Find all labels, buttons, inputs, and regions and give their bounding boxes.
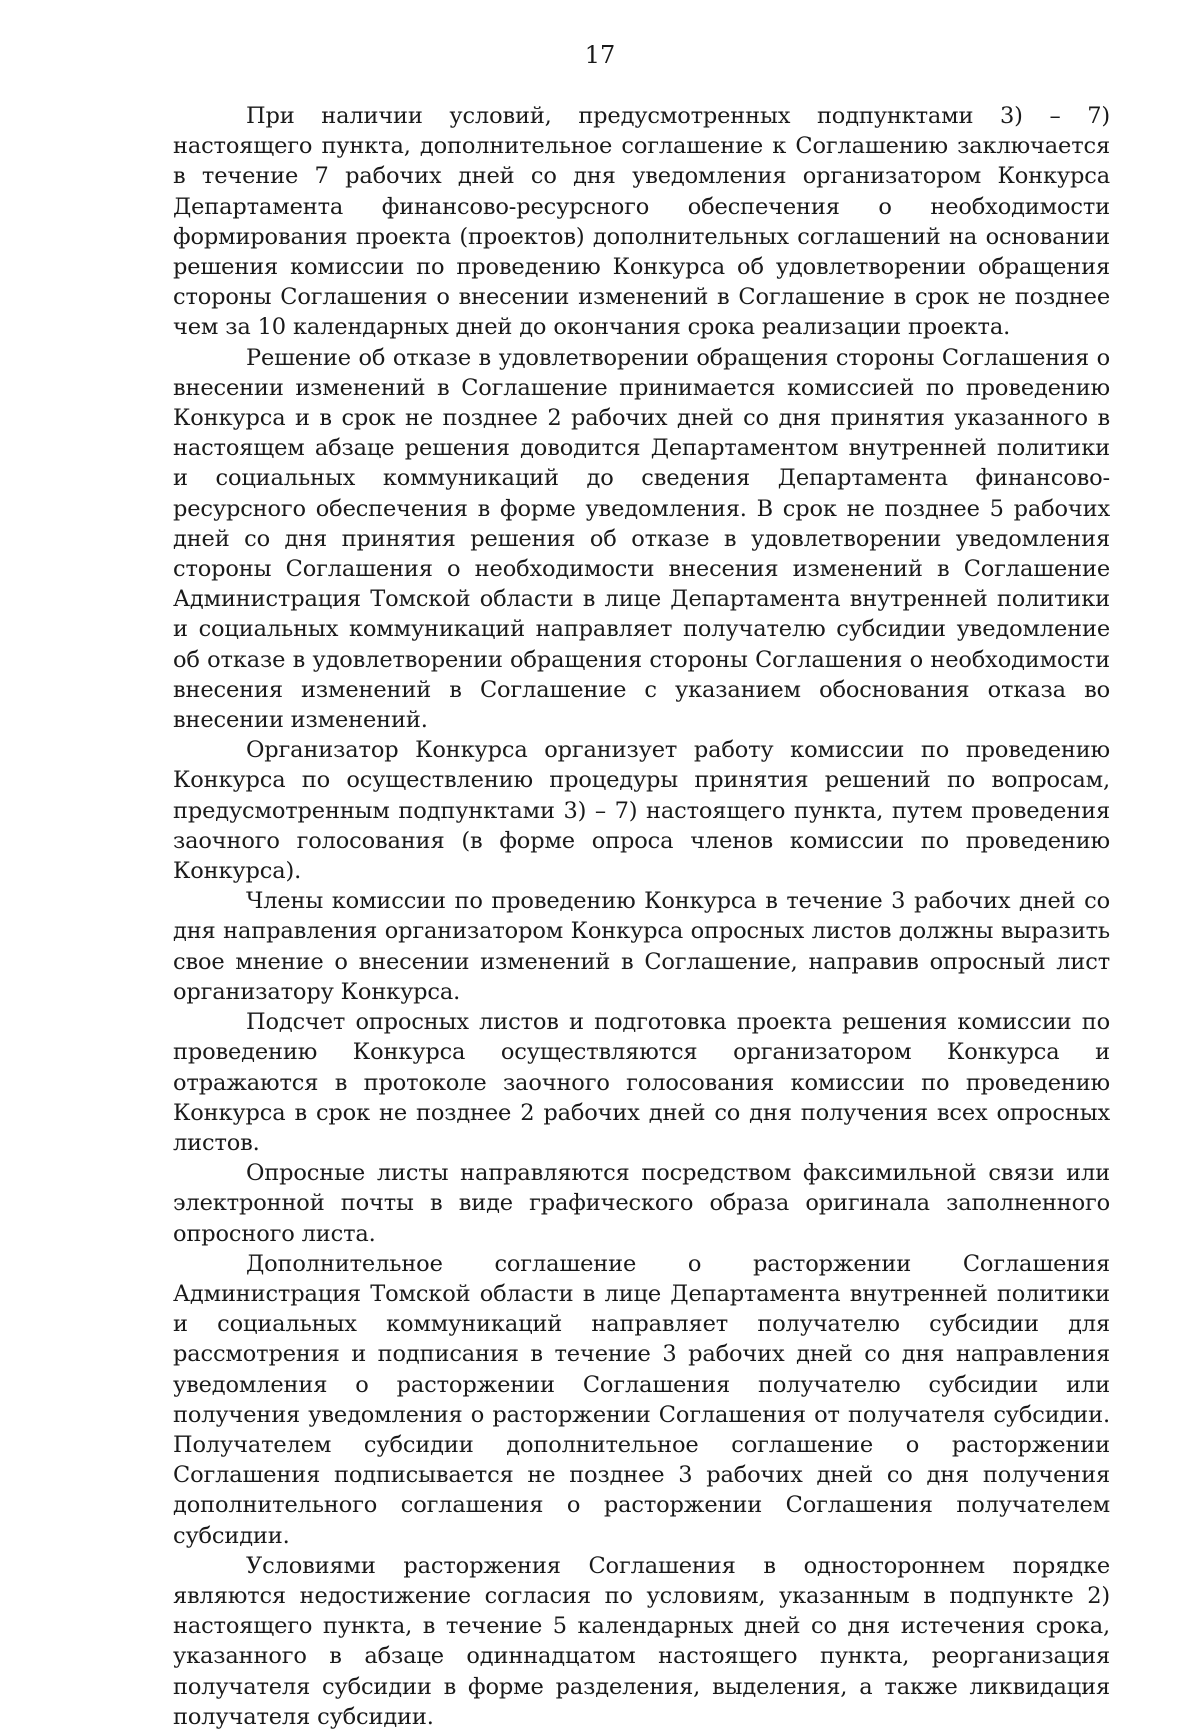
document-body: [173, 101, 1110, 1732]
paragraph: При наличии условий, предусмотренных подпунктами 3) – 7) настоящего пункта, дополнительное соглашение к Соглашению заключается в течение 7 рабочих дней со дня уведомления организатором Конкурса Департамента финансово-ресурсного обеспечения о необходимости формирования проекта (проектов) дополнительных соглашений на основании решения комиссии по проведению Конкурса об удовлетворении обращения стороны Соглашения о внесении изменений в Соглашение в срок не позднее чем за 10 календарных дней до окончания срока реализации проекта.: [173, 103, 1110, 341]
paragraph: Организатор Конкурса организует работу комиссии по проведению Конкурса по осуществлению процедуры принятия решений по вопросам, предусмотренным подпунктами 3) – 7) настоящего пункта, путем проведения заочного голосования (в форме опроса членов комиссии по проведению Конкурса).: [173, 737, 1110, 885]
paragraph: Опросные листы направляются посредством факсимильной связи или электронной почты в виде графического образа оригинала заполненного опросного листа.: [173, 1160, 1110, 1247]
paragraph: Подсчет опросных листов и подготовка проекта решения комиссии по проведению Конкурса осуществляются организатором Конкурса и отражаются в протоколе заочного голосования комиссии по проведению Конкурса в срок не позднее 2 рабочих дней со дня получения всех опросных листов.: [173, 1009, 1110, 1156]
paragraph: Дополнительное соглашение о расторжении Соглашения Администрация Томской области в лице Департамента внутренней политики и социальных коммуникаций направляет получателю субсидии для рассмотрения и подписания в течение 3 рабочих дней со дня направления уведомления о расторжении Соглашения получателю субсидии или получения уведомления о расторжении Соглашения от получателя субсидии. Получателем субсидии дополнительное соглашение о расторжении Соглашения подписывается не позднее 3 рабочих дней со дня получения дополнительного соглашения о расторжении Соглашения получателем субсидии.: [173, 1250, 1110, 1549]
paragraph: Условиями расторжения Соглашения в одностороннем порядке являются недостижение согласия по условиям, указанным в подпункте 2) настоящего пункта, в течение 5 календарных дней со дня истечения срока, указанного в абзаце одиннадцатом настоящего пункта, реорганизация получателя субсидии в форме разделения, выделения, а также ликвидация получателя субсидии.: [173, 1552, 1110, 1730]
paragraph: Члены комиссии по проведению Конкурса в течение 3 рабочих дней со дня направления организатором Конкурса опросных листов должны выразить свое мнение о внесении изменений в Соглашение, направив опросный лист организатору Конкурса.: [173, 888, 1110, 1005]
page-number: 17: [584, 41, 616, 69]
paragraph: Решение об отказе в удовлетворении обращения стороны Соглашения о внесении изменений в Соглашение принимается комиссией по проведению Конкурса и в срок не позднее 2 рабочих дней со дня принятия указанного в настоящем абзаце решения доводится Департаментом внутренней политики и социальных коммуникаций до сведения Департамента финансово-ресурсного обеспечения в форме уведомления. В срок не позднее 5 рабочих дней со дня принятия решения об отказе в удовлетворении уведомления стороны Соглашения о необходимости внесения изменений в Соглашение Администрация Томской области в лице Департамента внутренней политики и социальных коммуникаций направляет получателю субсидии уведомление об отказе в удовлетворении обращения стороны Соглашения о необходимости внесения изменений в Соглашение с указанием обоснования отказа во внесении изменений.: [173, 344, 1110, 734]
